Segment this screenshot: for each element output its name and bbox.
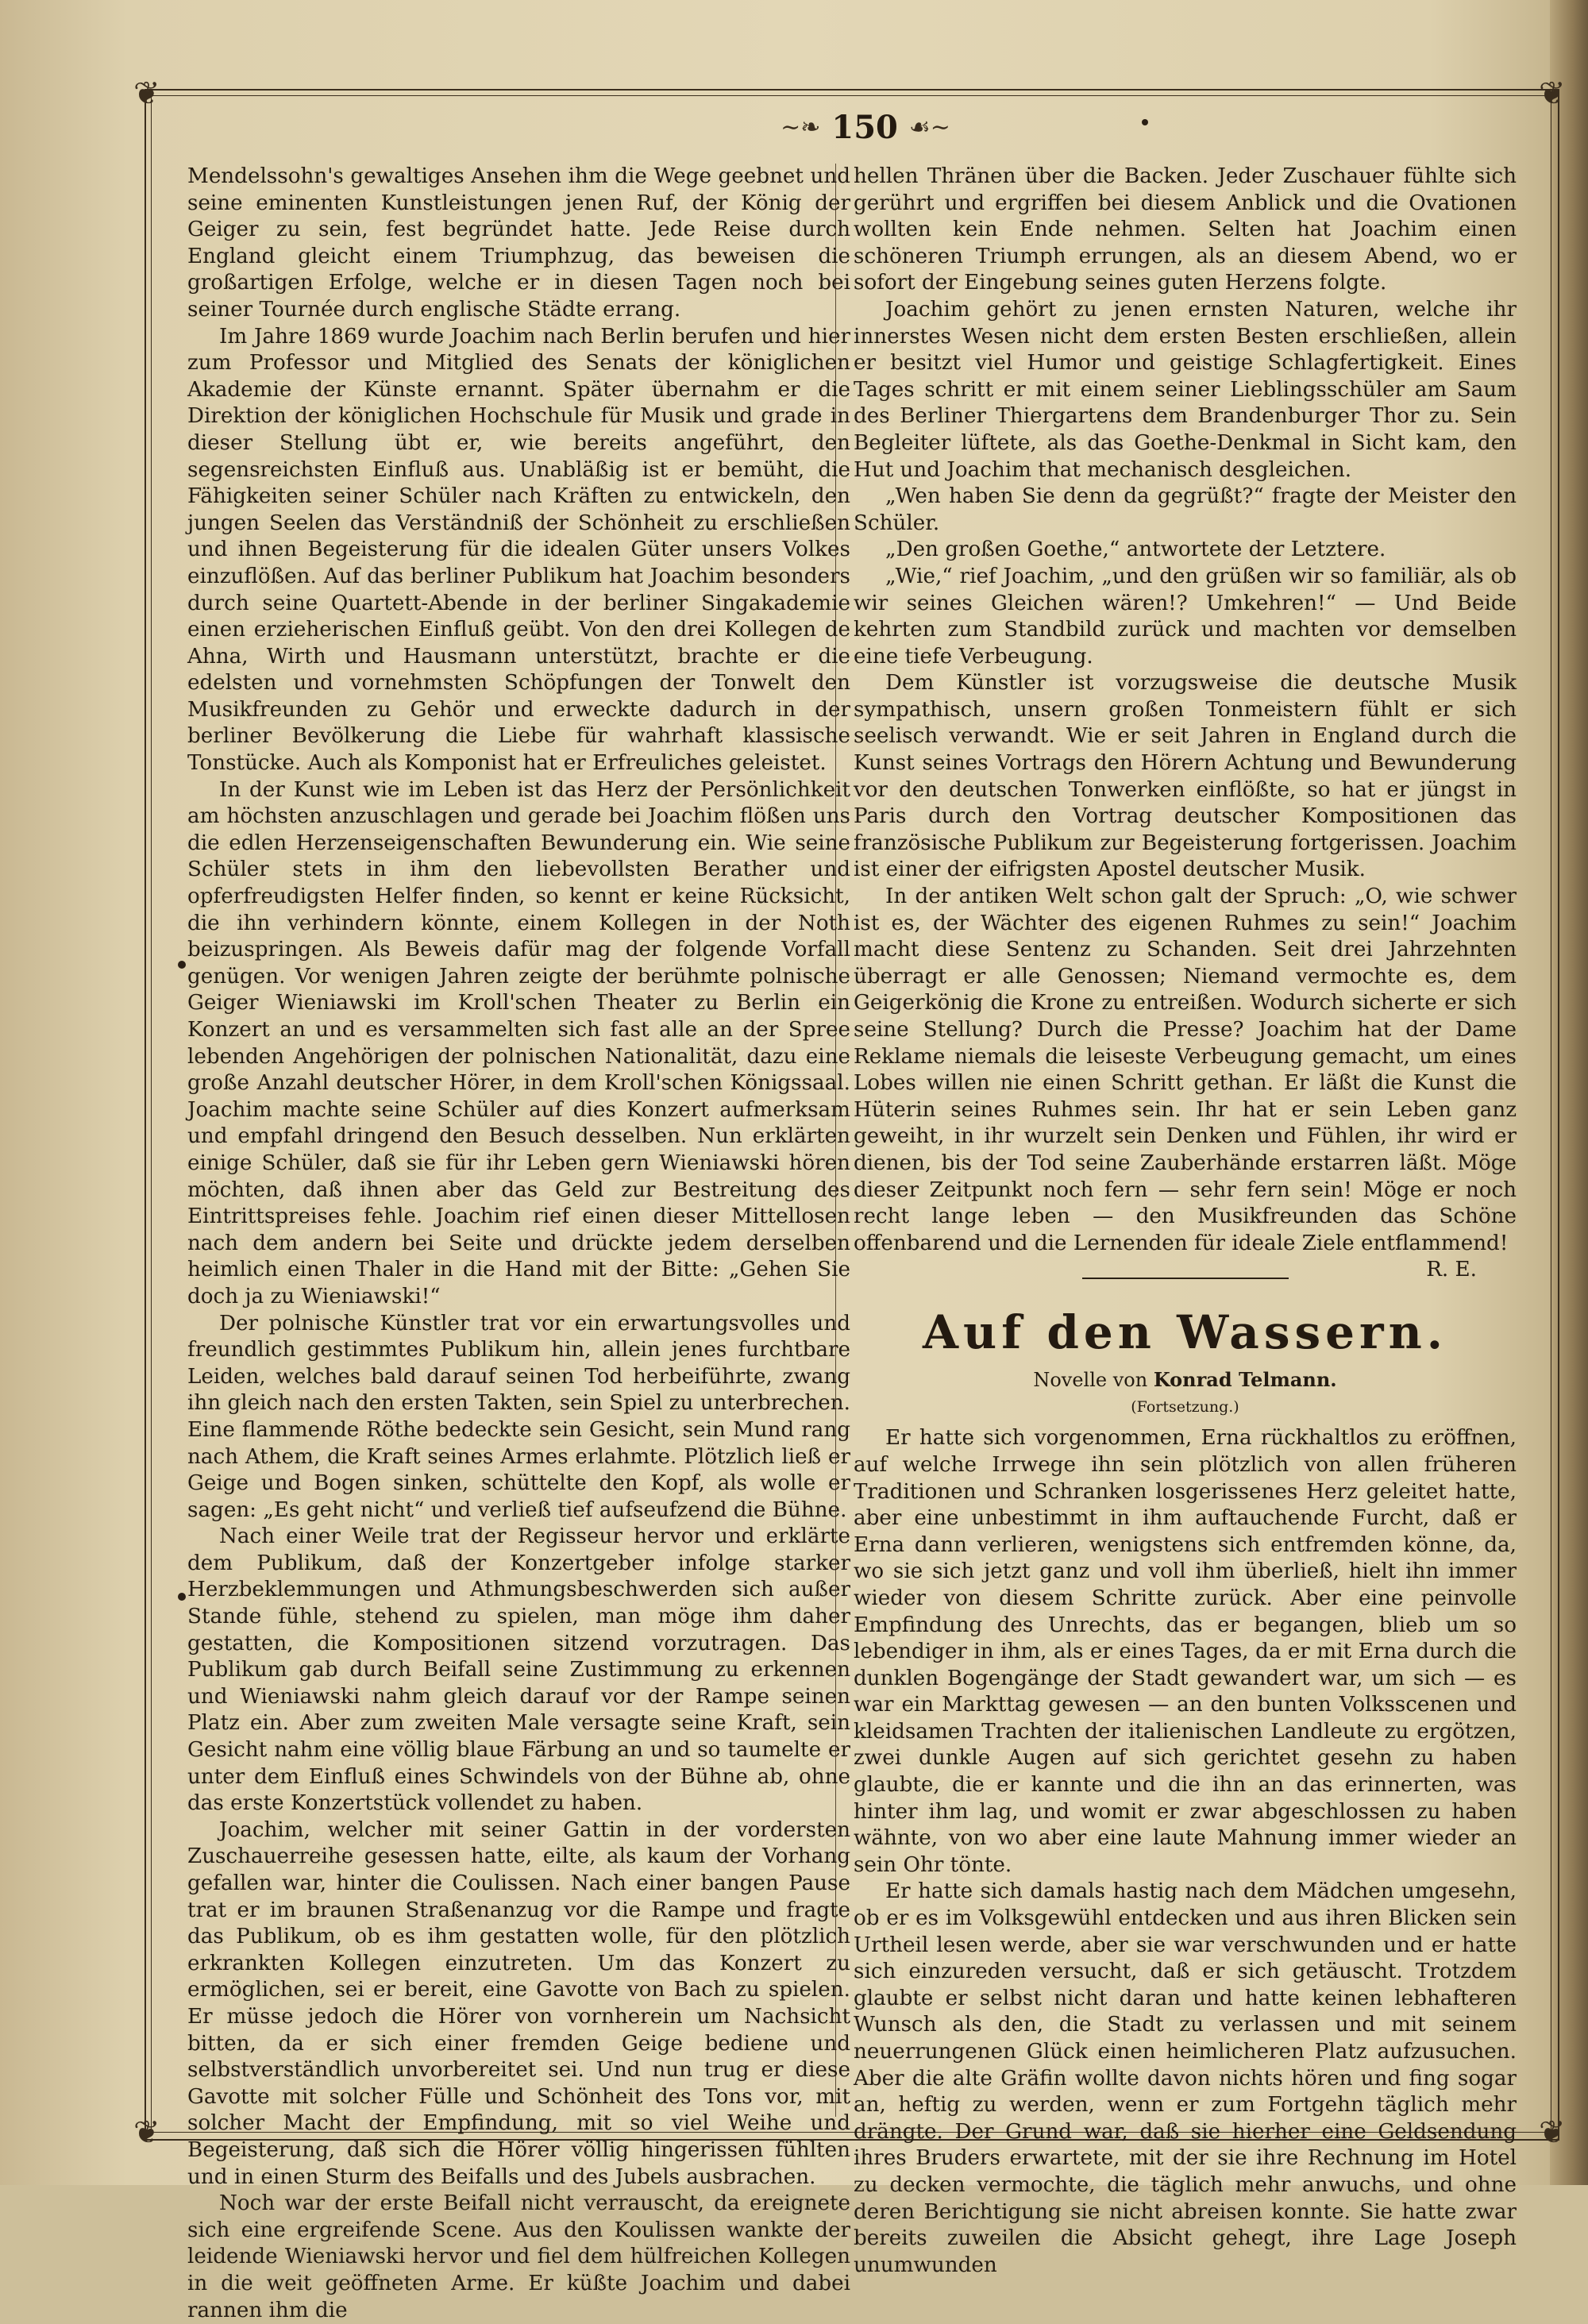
- paragraph: Joachim gehört zu jenen ernsten Naturen, welche ihr innerstes Wesen nicht dem ersten Besten erschließen, allein er besitzt viel Humor und geistige Schlagfertigkeit. Eines Tages schritt er mit einem seiner Lieblingsschüler am Saum des Berliner Thiergartens dem Brandenburger Thor zu. Sein Begleiter lüftete, als das Goethe-Denkmal in Sicht kam, den Hut und Joachim that mechanisch desgleichen.: [854, 297, 1517, 482]
- page-number: 150: [831, 108, 898, 146]
- header-ornament-right-icon: ☙∼: [908, 113, 950, 141]
- corner-ornament-icon: ❦: [133, 75, 160, 112]
- paragraph: Mendelssohn's gewaltiges Ansehen ihm die Wege geebnet und seine eminenten Kunstleistungen jenen Ruf, der König der Geiger zu sein, fest begründet hatte. Jede Reise durch England gleicht einem Triumphzug, das beweisen die großartigen Erfolge, welche er in diesen Tagen noch bei seiner Tournée durch englische Städte errang.: [187, 164, 850, 322]
- corner-ornament-icon: ❦: [1539, 2114, 1566, 2151]
- left-column: [187, 164, 850, 2322]
- paragraph: Dem Künstler ist vorzugsweise die deutsche Musik sympathisch, unsern großen Tonmeistern fühlt er sich seelisch verwandt. Wie er seit Jahren in England durch die Kunst seines Vortrags den Hörern Achtung und Bewunderung vor den deutschen Tonwerken einflößte, so hat er jüngst in Paris durch den Vortrag deutscher Kompositionen das französische Publikum zur Begeisterung fortgerissen. Joachim ist einer der eifrigsten Apostel deutscher Musik.: [854, 671, 1517, 882]
- print-speck: [1142, 119, 1148, 125]
- paragraph: Joachim, welcher mit seiner Gattin in der vordersten Zuschauerreihe gesessen hatte, eilte, als kaum der Vorhang gefallen war, hinter die Coulissen. Nach einer bangen Pause trat er im braunen Straßenanzug vor die Rampe und fragte das Publikum, ob es ihm gestatten wolle, für den plötzlich erkrankten Kollegen einzutreten. Um das Konzert zu ermöglichen, sei er bereit, eine Gavotte von Bach zu spielen. Er müsse jedoch die Hörer von vornherein um Nachsicht bitten, da er sich einer fremden Geige bediene und selbstverständlich unvorbereitet sei. Und nun trug er diese Gavotte mit solcher Fülle und Schönheit des Tons vor, mit solcher Macht der Empfindung, mit so viel Weihe und Begeisterung, daß sich die Hörer völlig hingerissen fühlten und in einen Sturm des Beifalls und des Jubels ausbrachen.: [187, 1817, 850, 2189]
- story-continuation-note: (Fortsetzung.): [1131, 1398, 1239, 1416]
- paragraph: „Wen haben Sie denn da gegrüßt?“ fragte der Meister den Schüler.: [854, 484, 1517, 535]
- article-signature: R. E.: [1426, 1258, 1477, 1282]
- paragraph: Nach einer Weile trat der Regisseur hervor und erklärte dem Publikum, daß der Konzertgeber infolge starker Herzbeklemmungen und Athmungsbeschwerden sich außer Stande fühle, stehend zu spielen, man möge ihm daher gestatten, die Kompositionen sitzend vorzutragen. Das Publikum gab durch Beifall seine Zustimmung zu erkennen und Wieniawski nahm gleich darauf vor der Rampe seinen Platz ein. Aber zum zweiten Male versagte seine Kraft, sein Gesicht nahm eine völlig blaue Färbung an und so taumelte er unter dem Einfluß eines Schwindels von der Bühne ab, ohne das erste Konzertstück vollendet zu haben.: [187, 1524, 850, 1816]
- margin-mark: [178, 1593, 186, 1601]
- paragraph: Er hatte sich damals hastig nach dem Mädchen umgesehn, ob er es im Volksgewühl entdecken und aus ihren Blicken sein Urtheil lesen werde, aber sie war verschwunden und er hatte sich einzureden versucht, daß er sich getäuscht. Trotzdem glaubte er selbst nicht daran und hatte keinen lebhafteren Wunsch als den, die Stadt zu verlassen und mit seinem neuerrungenen Glück einen heimlicheren Platz aufzusuchen. Aber die alte Gräfin wollte davon nichts hören und fing sogar an, heftig zu werden, wenn er zum Fortgehn täglich mehr drängte. Der Grund war, daß sie hierher eine Geldsendung ihres Bruders erwartete, mit der sie ihre Rechnung im Hotel zu decken vermochte, die täglich mehr anwuchs, und ohne deren Berichtigung sie nicht abreisen konnte. Sie hatte zwar bereits zuweilen die Absicht gehegt, ihre Lage Joseph unumwunden: [854, 1879, 1517, 2277]
- page-header: [730, 103, 1000, 151]
- corner-ornament-icon: ❦: [1539, 75, 1566, 112]
- paragraph: Noch war der erste Beifall nicht verrauscht, da ereignete sich eine ergreifende Scene. Aus den Koulissen wankte der leidende Wieniawski hervor und fiel dem hülfreichen Kollegen in die weit geöffneten Arme. Er küßte Joachim und dabei rannen ihm die: [187, 2191, 850, 2322]
- paragraph: „Den großen Goethe,“ antwortete der Letztere.: [885, 538, 1386, 562]
- margin-mark: [178, 961, 186, 969]
- story-author: Konrad Telmann.: [1153, 1368, 1337, 1392]
- paragraph: Er hatte sich vorgenommen, Erna rückhaltlos zu eröffnen, auf welche Irrwege ihn sein plötzlich von allen früheren Traditionen und Schranken losgerissenes Herz geleitet hatte, aber eine unbestimmt in ihm auftauchende Furcht, daß er Erna dann verlieren, wenigstens sich entfremden könne, da, wo sie sich jetzt ganz und voll ihm überließ, hielt ihn immer wieder von diesem Schritte zurück. Aber eine peinvolle Empfindung des Unrechts, das er begangen, blieb um so lebendiger in ihm, als er eines Tages, da er mit Erna durch die dunklen Bogengänge der Stadt gewandert war, um sich — es war ein Markttag gewesen — an den bunten Volksscenen und kleidsamen Trachten der italienischen Landleute zu ergötzen, zwei dunkle Augen auf sich gerichtet gesehn zu haben glaubte, die er kannte und die ihn an das erinnerten, was hinter ihm lag, und womit er zwar abgeschlossen zu haben wähnte, von wo aber eine laute Mahnung immer wieder an sein Ohr tönte.: [854, 1426, 1517, 1877]
- section-rule: [1082, 1278, 1289, 1279]
- paragraph: Im Jahre 1869 wurde Joachim nach Berlin berufen und hier zum Professor und Mitglied des Senats der königlichen Akademie der Künste ernannt. Später übernahm er die Direktion der königlichen Hochschule für Musik und grade in dieser Stellung übt er, wie bereits angeführt, den segensreichsten Einfluß aus. Unabläßig ist er bemüht, die Fähigkeiten seiner Schüler nach Kräften zu entwickeln, den jungen Seelen das Verständniß der Schönheit zu erschließen und ihnen Begeisterung für die idealen Güter unsers Volkes einzuflößen. Auf das berliner Publikum hat Joachim besonders durch seine Quartett-Abende in der berliner Singakademie einen erzieherischen Einfluß geübt. Von den drei Kollegen de Ahna, Wirth und Hausmann unterstützt, brachte er die edelsten und vornehmsten Schöpfungen der Tonwelt den Musikfreunden zu Gehör und erweckte dadurch in der berliner Bevölkerung die Liebe für wahrhaft klassische Tonstücke. Auch als Komponist hat er Erfreuliches geleistet.: [187, 324, 850, 776]
- header-ornament-left-icon: ∼❧: [781, 113, 821, 141]
- paragraph: Der polnische Künstler trat vor ein erwartungsvolles und freundlich gestimmtes Publikum hin, allein jenes furchtbare Leiden, welches bald darauf seinen Tod herbeiführte, zwang ihn gleich nach den ersten Takten, sein Spiel zu unterbrechen. Eine flammende Röthe bedeckte sein Gesicht, sein Mund rang nach Athem, die Kraft seines Armes erlahmte. Plötzlich ließ er Geige und Bogen sinken, schüttelte den Kopf, als wolle er sagen: „Es geht nicht“ und verließ tief aufseufzend die Bühne.: [187, 1311, 850, 1522]
- story-byline: [854, 1366, 1517, 1393]
- paragraph: In der Kunst wie im Leben ist das Herz der Persönlichkeit am höchsten anzuschlagen und gerade bei Joachim flößen uns die edlen Herzenseigenschaften Bewunderung ein. Wie seine Schüler stets in ihm den liebevollsten Berather und opferfreudigsten Helfer finden, so kennt er keine Rücksicht, die ihn verhindern könnte, einem Kollegen in der Noth beizuspringen. Als Beweis dafür mag der folgende Vorfall genügen. Vor wenigen Jahren zeigte der berühmte polnische Geiger Wieniawski im Kroll'schen Theater zu Berlin ein Konzert an und es versammelten sich fast alle an der Spree lebenden Angehörigen der polnischen Nationalität, dazu eine große Anzahl deutscher Hörer, in dem Kroll'schen Königssaal. Joachim machte seine Schüler auf dies Konzert aufmerksam und empfahl dringend den Besuch desselben. Nun erklärten einige Schüler, daß sie für ihr Leben gern Wieniawski hören möchten, daß ihnen aber das Geld zur Bestreitung des Eintrittspreises fehle. Joachim rief einen dieser Mittellosen nach dem andern bei Seite und drückte jedem derselben heimlich einen Thaler in die Hand mit der Bitte: „Gehen Sie doch ja zu Wieniawski!“: [187, 777, 850, 1308]
- corner-ornament-icon: ❦: [133, 2114, 160, 2151]
- byline-prefix: Novelle von: [1033, 1369, 1148, 1392]
- story-title: Auf den Wassern.: [923, 1305, 1447, 1360]
- paragraph: In der antiken Welt schon galt der Spruch: „O, wie schwer ist es, der Wächter des eigenen Ruhmes zu sein!“ Joachim macht diese Sentenz zu Schanden. Seit drei Jahrzehnten überragt er alle Genossen; Niemand vermochte es, dem Geigerkönig die Krone zu entreißen. Wodurch sicherte er sich seine Stellung? Durch die Presse? Joachim hat der Dame Reklame niemals die leiseste Verbeugung gemacht, um eines Lobes willen nie einen Schritt gethan. Er läßt die Kunst die Hüterin seines Ruhmes sein. Ihr hat er sein Leben ganz geweiht, in ihr wurzelt sein Denken und Fühlen, ihr wird er dienen, bis der Tod seine Zauberhände erstarren läßt. Möge dieser Zeitpunkt noch fern — sehr fern sein! Möge er noch recht lange leben — den Musikfreunden das Schöne offenbarend und die Lernenden für ideale Ziele entflammend!: [854, 885, 1517, 1255]
- paragraph: „Wie,“ rief Joachim, „und den grüßen wir so familiär, als ob wir seines Gleichen wären!? Umkehren!“ — Und Beide kehrten zum Standbild zurück und machten vor demselben eine tiefe Verbeugung.: [854, 564, 1517, 669]
- paragraph: hellen Thränen über die Backen. Jeder Zuschauer fühlte sich gerührt und ergriffen bei diesem Anblick und die Ovationen wollten kein Ende nehmen. Selten hat Joachim einen schöneren Triumph errungen, als an diesem Abend, wo er sofort der Eingebung seines guten Herzens folgte.: [854, 164, 1517, 295]
- right-column: [854, 164, 1517, 2277]
